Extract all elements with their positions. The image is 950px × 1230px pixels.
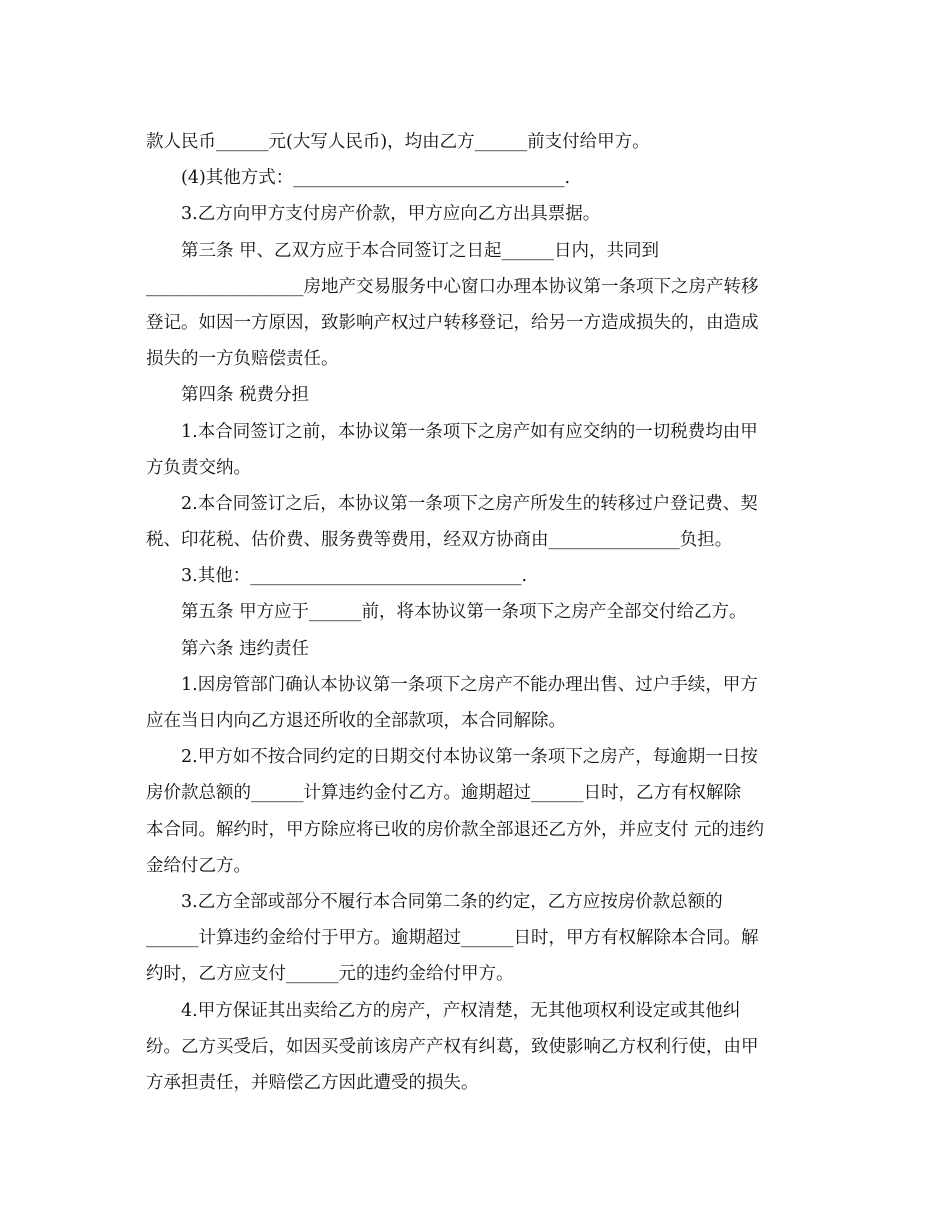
- text-line: 3.乙方全部或部分不履行本合同第二条的约定，乙方应按房价款总额的: [181, 891, 723, 912]
- text-line: 方负责交纳。: [146, 457, 251, 478]
- text-line: 2.甲方如不按合同约定的日期交付本协议第一条项下之房产，每逾期一日按: [181, 747, 758, 768]
- text-line: 2.本合同签订之后，本协议第一条项下之房产所发生的转移过户登记费、契: [181, 493, 758, 514]
- text-line: 方承担责任，并赔偿乙方因此遭受的损失。: [146, 1072, 479, 1093]
- text-line: 损失的一方负赔偿责任。: [146, 349, 339, 370]
- text-line: __________________房地产交易服务中心窗口办理本协议第一条项下之房产转移: [146, 276, 759, 297]
- text-line: ______计算违约金给付于甲方。逾期超过______日时，甲方有权解除本合同。解: [146, 928, 759, 949]
- text-line: 1.因房管部门确认本协议第一条项下之房产不能办理出售、过户手续，甲方: [181, 674, 758, 695]
- article-heading: 第六条 违约责任: [181, 638, 310, 659]
- text-line: 纷。乙方买受后，如因买受前该房产产权有纠葛，致使影响乙方权利行使，由甲: [146, 1036, 759, 1057]
- text-line: 应在当日内向乙方退还所收的全部款项，本合同解除。: [146, 711, 566, 731]
- contract-text: [146, 124, 806, 1101]
- text-line: 3.乙方向甲方支付房产价款，甲方应向乙方出具票据。: [181, 204, 601, 225]
- text-line: 本合同。解约时，甲方除应将已收的房价款全部退还乙方外，并应支付 元的违约: [146, 819, 765, 840]
- text-line: 4.甲方保证其出卖给乙方的房产，产权清楚，无其他项权利设定或其他纠: [181, 1000, 741, 1021]
- article-heading: 第四条 税费分担: [181, 385, 310, 406]
- article-heading: 第三条 甲、乙双方应于本合同签订之日起______日内，共同到: [181, 240, 660, 261]
- text-line: 登记。如因一方原因，致影响产权过户转移登记，给另一方造成损失的，由造成: [146, 312, 759, 333]
- text-line: 约时，乙方应支付______元的违约金给付甲方。: [146, 964, 514, 985]
- text-line: 3.其他：_______________________________.: [181, 566, 528, 587]
- text-line: 房价款总额的______计算违约金付乙方。逾期超过______日时，乙方有权解除: [146, 783, 741, 804]
- text-line: 1.本合同签订之前，本协议第一条项下之房产如有应交纳的一切税费均由甲: [181, 421, 758, 442]
- text-line: 税、印花税、估价费、服务费等费用，经双方协商由_______________负担。: [146, 530, 733, 551]
- text-line: (4)其他方式：_______________________________.: [181, 168, 571, 189]
- text-line: 款人民币______元(大写人民币)，均由乙方______前支付给甲方。: [146, 132, 650, 152]
- article-heading: 第五条 甲方应于______前，将本协议第一条项下之房产全部交付给乙方。: [181, 602, 747, 623]
- text-line: 金给付乙方。: [146, 855, 251, 876]
